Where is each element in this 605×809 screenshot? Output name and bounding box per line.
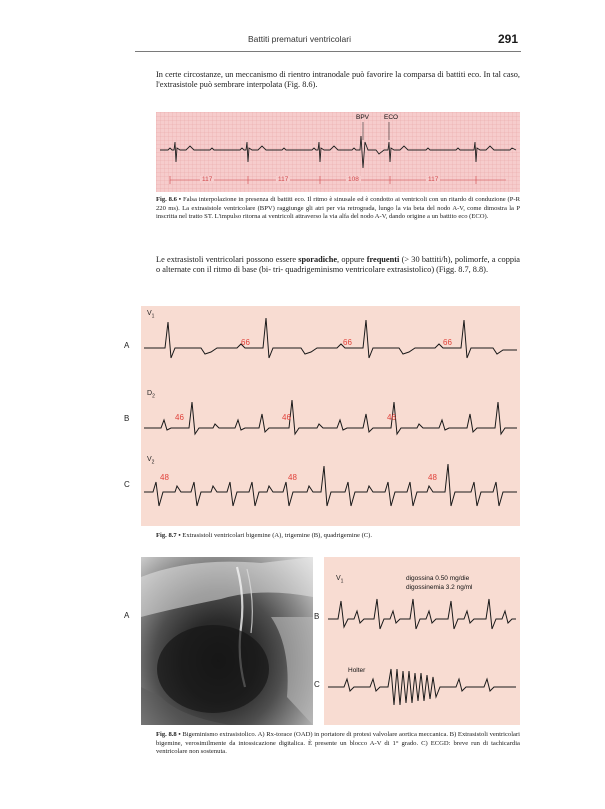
panel-label-8-a: A — [124, 611, 130, 620]
interval-3: 108 — [348, 176, 359, 183]
interval-a-1: 66 — [241, 338, 250, 347]
figure-8-7-ecg — [141, 306, 520, 526]
panel-label-c: C — [124, 480, 130, 489]
figure-8-8-ecg — [324, 557, 520, 725]
paragraph-extrasistoli — [156, 255, 520, 276]
eco-label: ECO — [384, 114, 399, 121]
panel-label-a: A — [124, 341, 130, 350]
lead-label-c: $V_2$ — [147, 456, 155, 466]
panel-label-8-c: C — [314, 680, 320, 689]
figure-8-6-ecg — [156, 112, 520, 192]
running-title: Battiti prematuri ventricolari — [248, 34, 351, 44]
page-number: 291 — [498, 32, 519, 46]
interval-b-2: 46 — [282, 413, 291, 422]
caption-fig-8-8 — [156, 731, 520, 757]
emphasis-frequenti: frequenti — [366, 255, 400, 264]
chest-xray-image — [141, 557, 313, 725]
text-run: (> 30 battiti/h), polimorfe, a coppia o alternate con il ritmo di base (bi- tri- quadrigeminismo ventricolare extrasistolico) (Figg. 8.7, 8.8). — [156, 255, 520, 275]
bpv-label: BPV — [356, 114, 370, 121]
caption-fig-8-7 — [156, 532, 520, 541]
holter-label: Holter — [348, 667, 366, 674]
xray-detail — [141, 557, 313, 725]
interval-1: 117 — [202, 176, 213, 183]
emphasis-sporadiche: sporadiche — [298, 255, 338, 264]
interval-2: 117 — [278, 176, 289, 183]
interval-a-2: 66 — [343, 338, 352, 347]
ecg-traces — [324, 557, 520, 725]
lead-label-b: $D_2$ — [147, 390, 155, 400]
panel-label-8-b: B — [314, 612, 320, 621]
drug-dose-label: digossina 0.50 mg/die — [406, 575, 470, 582]
ecg-trace-c — [144, 464, 517, 506]
ecg-traces — [141, 306, 520, 526]
running-header — [0, 34, 605, 48]
interval-c-1: 48 — [160, 473, 169, 482]
caption-text: Falsa interpolazione in presenza di battiti eco. Il ritmo è sinusale ed è condotto ai ventricoli con un ritardo di conduzione (P-R 220 ms). La extrasistole ventricolare (BPV) raggiunge gli atri per via retrograda, lungo la via beta del nodo A-V, come dimostra la P inscritta nel tratto ST. L'impulso ritorna ai ventricoli attraverso la via alfa del nodo A-V, dando origine a un battito eco (ECO). — [156, 196, 520, 221]
text-run: , oppure — [337, 255, 367, 264]
lead-label-a: $V_1$ — [147, 310, 155, 320]
ecg-trace-c — [328, 669, 516, 705]
caption-fig-8-6 — [156, 196, 520, 222]
lead-label-v1: $V_1$ — [336, 575, 344, 585]
interval-c-2: 48 — [288, 473, 297, 482]
caption-label: Fig. 8.7 • — [156, 532, 181, 539]
caption-label: Fig. 8.8 • — [156, 731, 181, 738]
ecg-trace-b — [144, 400, 517, 434]
caption-label: Fig. 8.6 • — [156, 196, 182, 203]
interval-4: 117 — [428, 176, 439, 183]
ecg-trace-a — [144, 318, 517, 358]
drug-level-label: digossinemia 3.2 ng/ml — [406, 584, 473, 591]
ecg-trace-b — [328, 599, 516, 629]
interval-c-3: 48 — [428, 473, 437, 482]
header-rule — [135, 51, 521, 52]
interval-b-1: 46 — [175, 413, 184, 422]
caption-text: Bigeminismo extrasistolico. A) Rx-torace (OAD) in portatore di protesi valvolare aortica meccanica. B) Extrasistoli ventricolari bigemine, verosimilmente da intossicazione digitalica. È presente un blocco A-V di 1° grado. C) ECGD: breve run di tachicardia ventricolare non sostenuta. — [156, 731, 521, 756]
text-run: Le extrasistoli ventricolari possono essere — [156, 255, 299, 264]
interval-b-3: 46 — [387, 413, 396, 422]
paragraph-eco: In certe circostanze, un meccanismo di rientro intranodale può favorire la comparsa di battiti eco. In tal caso, l'extrasistole può sembrare interpolata (Fig. 8.6). — [156, 70, 520, 90]
panel-label-b: B — [124, 414, 130, 423]
interval-a-3: 66 — [443, 338, 452, 347]
caption-text: Extrasistoli ventricolari bigemine (A), trigemine (B), quadrigemine (C). — [180, 532, 373, 539]
